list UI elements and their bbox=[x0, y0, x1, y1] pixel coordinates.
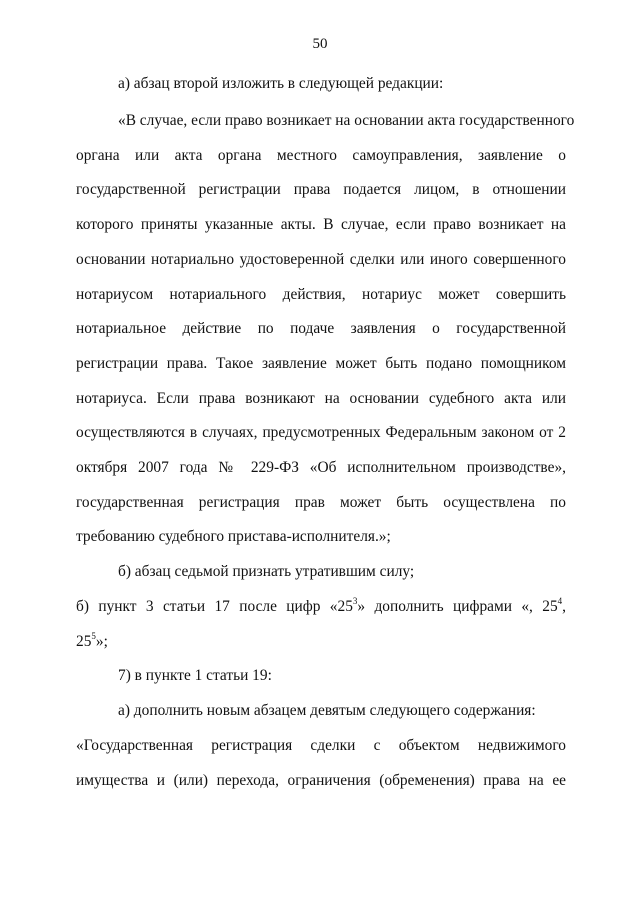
text-segment: б) пункт 3 статьи 17 после цифр «25 bbox=[76, 598, 353, 615]
superscript: 5 bbox=[91, 631, 96, 641]
text-line: «В случае, если право возникает на основании акта государственного bbox=[118, 112, 575, 129]
text-line: государственная регистрация прав может быть осуществлена по bbox=[76, 494, 566, 511]
text-line: требованию судебного пристава-исполнителя.»; bbox=[76, 528, 391, 545]
page-number: 50 bbox=[312, 36, 328, 52]
text-line bbox=[76, 632, 108, 652]
text-line: имущества и (или) перехода, ограничения (обременения) права на ее bbox=[76, 772, 566, 789]
text-line: осуществляются в случаях, предусмотренных Федеральным законом от 2 bbox=[76, 424, 566, 441]
text-line: нотариальное действие по подаче заявления о государственной bbox=[76, 320, 566, 337]
text-segment: 25 bbox=[76, 633, 92, 650]
text-segment: , bbox=[562, 598, 567, 615]
text-line: органа или акта органа местного самоуправления, заявление о bbox=[76, 147, 566, 164]
superscript: 3 bbox=[352, 596, 358, 606]
text-segment: » дополнить цифрами «, 25 bbox=[357, 598, 558, 615]
text-line: октября 2007 года № 229-ФЗ «Об исполнительном производстве», bbox=[76, 459, 566, 476]
text-line: государственной регистрации права подается лицом, в отношении bbox=[76, 181, 566, 198]
text-line: а) дополнить новым абзацем девятым следующего содержания: bbox=[118, 702, 536, 719]
superscript: 4 bbox=[557, 596, 563, 606]
text-line: 7) в пункте 1 статьи 19: bbox=[118, 667, 272, 684]
text-line: нотариуса. Если права возникают на основании судебного акта или bbox=[76, 390, 566, 407]
text-line: регистрации права. Такое заявление может быть подано помощником bbox=[76, 355, 566, 372]
text-line bbox=[76, 597, 566, 617]
text-line: основании нотариально удостоверенной сделки или иного совершенного bbox=[76, 251, 566, 268]
text-line: «Государственная регистрация сделки с объектом недвижимого bbox=[76, 737, 566, 754]
text-line: нотариусом нотариального действия, нотариус может совершить bbox=[76, 286, 566, 303]
text-line: а) абзац второй изложить в следующей редакции: bbox=[118, 75, 444, 92]
text-line: б) абзац седьмой признать утратившим силу; bbox=[118, 563, 415, 580]
text-line: которого приняты указанные акты. В случае, если право возникает на bbox=[76, 216, 566, 233]
text-segment: »; bbox=[95, 633, 108, 650]
